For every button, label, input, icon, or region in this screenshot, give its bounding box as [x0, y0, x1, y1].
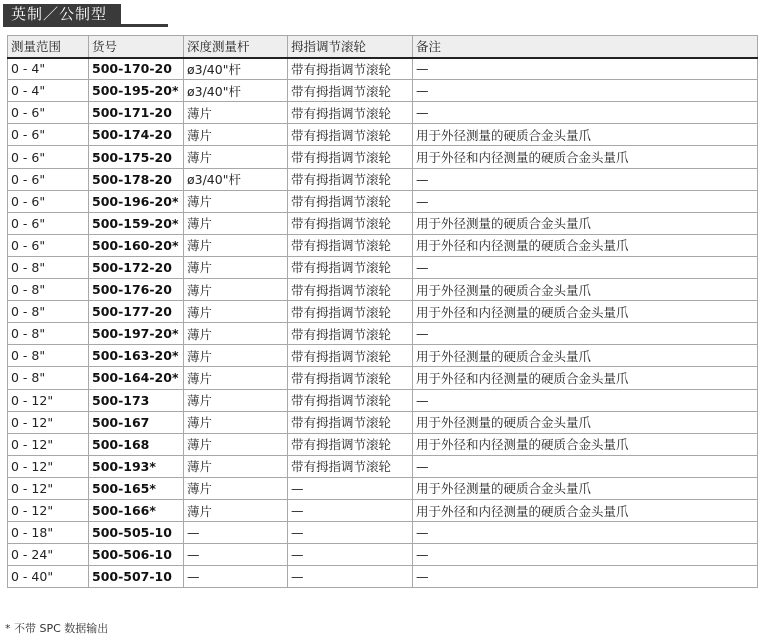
range-cell: 0 - 12"	[8, 411, 89, 433]
part-number-cell: 500-174-20	[89, 124, 184, 146]
part-number-cell: 500-197-20*	[89, 323, 184, 345]
depth-rod-cell: 薄片	[184, 146, 288, 168]
remarks-cell: —	[413, 455, 758, 477]
remarks-cell: 用于外径和内径测量的硬质合金头量爪	[413, 146, 758, 168]
depth-rod-cell: —	[184, 566, 288, 588]
depth-rod-cell: 薄片	[184, 433, 288, 455]
thumb-roller-cell: —	[288, 477, 413, 499]
remarks-cell: —	[413, 190, 758, 212]
thumb-roller-cell: 带有拇指调节滚轮	[288, 102, 413, 124]
table-row	[8, 389, 758, 411]
thumb-roller-cell: —	[288, 499, 413, 521]
range-cell: 0 - 12"	[8, 477, 89, 499]
range-cell: 0 - 24"	[8, 544, 89, 566]
table-row	[8, 345, 758, 367]
col-remarks-header: 备注	[413, 36, 758, 58]
part-number-cell: 500-505-10	[89, 522, 184, 544]
remarks-cell: 用于外径和内径测量的硬质合金头量爪	[413, 367, 758, 389]
range-cell: 0 - 6"	[8, 124, 89, 146]
depth-rod-cell: —	[184, 522, 288, 544]
remarks-cell: —	[413, 58, 758, 80]
header-row	[8, 36, 758, 58]
table-row	[8, 256, 758, 278]
depth-rod-cell: —	[184, 544, 288, 566]
depth-rod-cell: 薄片	[184, 190, 288, 212]
spec-table	[7, 35, 758, 588]
depth-rod-cell: 薄片	[184, 499, 288, 521]
thumb-roller-cell: 带有拇指调节滚轮	[288, 80, 413, 102]
table-row	[8, 323, 758, 345]
col-depth-rod-header: 深度测量杆	[184, 36, 288, 58]
thumb-roller-cell: —	[288, 566, 413, 588]
range-cell: 0 - 8"	[8, 279, 89, 301]
thumb-roller-cell: 带有拇指调节滚轮	[288, 234, 413, 256]
table-row	[8, 433, 758, 455]
col-range-header: 测量范围	[8, 36, 89, 58]
part-number-cell: 500-168	[89, 433, 184, 455]
table-row	[8, 234, 758, 256]
depth-rod-cell: 薄片	[184, 256, 288, 278]
part-number-cell: 500-193*	[89, 455, 184, 477]
thumb-roller-cell: 带有拇指调节滚轮	[288, 323, 413, 345]
part-number-cell: 500-165*	[89, 477, 184, 499]
depth-rod-cell: 薄片	[184, 367, 288, 389]
depth-rod-cell: 薄片	[184, 455, 288, 477]
range-cell: 0 - 8"	[8, 256, 89, 278]
depth-rod-cell: 薄片	[184, 124, 288, 146]
table-body	[8, 58, 758, 588]
range-cell: 0 - 8"	[8, 301, 89, 323]
depth-rod-cell: 薄片	[184, 477, 288, 499]
thumb-roller-cell: 带有拇指调节滚轮	[288, 212, 413, 234]
table-row	[8, 499, 758, 521]
range-cell: 0 - 8"	[8, 367, 89, 389]
table-row	[8, 367, 758, 389]
col-thumb-roller-header: 拇指调节滚轮	[288, 36, 413, 58]
remarks-cell: —	[413, 256, 758, 278]
range-cell: 0 - 6"	[8, 102, 89, 124]
range-cell: 0 - 6"	[8, 190, 89, 212]
part-number-cell: 500-177-20	[89, 301, 184, 323]
table-row	[8, 212, 758, 234]
range-cell: 0 - 12"	[8, 433, 89, 455]
thumb-roller-cell: 带有拇指调节滚轮	[288, 433, 413, 455]
table-row	[8, 58, 758, 80]
depth-rod-cell: 薄片	[184, 345, 288, 367]
remarks-cell: 用于外径和内径测量的硬质合金头量爪	[413, 234, 758, 256]
table-row	[8, 80, 758, 102]
depth-rod-cell: 薄片	[184, 389, 288, 411]
remarks-cell: —	[413, 566, 758, 588]
part-number-cell: 500-167	[89, 411, 184, 433]
part-number-cell: 500-163-20*	[89, 345, 184, 367]
table-row	[8, 477, 758, 499]
depth-rod-cell: ø3/40"杆	[184, 58, 288, 80]
depth-rod-cell: 薄片	[184, 234, 288, 256]
thumb-roller-cell: —	[288, 522, 413, 544]
remarks-cell: —	[413, 323, 758, 345]
range-cell: 0 - 6"	[8, 234, 89, 256]
range-cell: 0 - 18"	[8, 522, 89, 544]
range-cell: 0 - 40"	[8, 566, 89, 588]
thumb-roller-cell: —	[288, 544, 413, 566]
remarks-cell: 用于外径和内径测量的硬质合金头量爪	[413, 499, 758, 521]
table-row	[8, 146, 758, 168]
part-number-cell: 500-178-20	[89, 168, 184, 190]
col-part-number-header: 货号	[89, 36, 184, 58]
table-row	[8, 566, 758, 588]
thumb-roller-cell: 带有拇指调节滚轮	[288, 58, 413, 80]
part-number-cell: 500-171-20	[89, 102, 184, 124]
range-cell: 0 - 8"	[8, 345, 89, 367]
thumb-roller-cell: 带有拇指调节滚轮	[288, 168, 413, 190]
remarks-cell: 用于外径测量的硬质合金头量爪	[413, 411, 758, 433]
part-number-cell: 500-164-20*	[89, 367, 184, 389]
thumb-roller-cell: 带有拇指调节滚轮	[288, 411, 413, 433]
thumb-roller-cell: 带有拇指调节滚轮	[288, 367, 413, 389]
remarks-cell: 用于外径和内径测量的硬质合金头量爪	[413, 433, 758, 455]
depth-rod-cell: 薄片	[184, 102, 288, 124]
table-row	[8, 544, 758, 566]
title-underline	[3, 24, 168, 27]
section-title-bar	[3, 4, 168, 26]
remarks-cell: 用于外径测量的硬质合金头量爪	[413, 477, 758, 499]
part-number-cell: 500-195-20*	[89, 80, 184, 102]
depth-rod-cell: 薄片	[184, 301, 288, 323]
remarks-cell: 用于外径测量的硬质合金头量爪	[413, 124, 758, 146]
part-number-cell: 500-166*	[89, 499, 184, 521]
remarks-cell: 用于外径测量的硬质合金头量爪	[413, 212, 758, 234]
table-row	[8, 522, 758, 544]
table-row	[8, 411, 758, 433]
part-number-cell: 500-176-20	[89, 279, 184, 301]
depth-rod-cell: ø3/40"杆	[184, 80, 288, 102]
depth-rod-cell: 薄片	[184, 279, 288, 301]
depth-rod-cell: 薄片	[184, 323, 288, 345]
thumb-roller-cell: 带有拇指调节滚轮	[288, 455, 413, 477]
part-number-cell: 500-173	[89, 389, 184, 411]
depth-rod-cell: 薄片	[184, 411, 288, 433]
part-number-cell: 500-170-20	[89, 58, 184, 80]
range-cell: 0 - 4"	[8, 80, 89, 102]
remarks-cell: 用于外径测量的硬质合金头量爪	[413, 345, 758, 367]
part-number-cell: 500-172-20	[89, 256, 184, 278]
remarks-cell: —	[413, 102, 758, 124]
thumb-roller-cell: 带有拇指调节滚轮	[288, 124, 413, 146]
range-cell: 0 - 12"	[8, 389, 89, 411]
thumb-roller-cell: 带有拇指调节滚轮	[288, 146, 413, 168]
footnote: * 不带 SPC 数据输出	[5, 622, 109, 635]
table-row	[8, 190, 758, 212]
thumb-roller-cell: 带有拇指调节滚轮	[288, 301, 413, 323]
table-row	[8, 124, 758, 146]
table-row	[8, 301, 758, 323]
section-title: 英制／公制型	[3, 4, 121, 24]
part-number-cell: 500-196-20*	[89, 190, 184, 212]
range-cell: 0 - 4"	[8, 58, 89, 80]
part-number-cell: 500-160-20*	[89, 234, 184, 256]
table-row	[8, 102, 758, 124]
table-row	[8, 168, 758, 190]
remarks-cell: 用于外径和内径测量的硬质合金头量爪	[413, 301, 758, 323]
range-cell: 0 - 6"	[8, 146, 89, 168]
part-number-cell: 500-175-20	[89, 146, 184, 168]
part-number-cell: 500-506-10	[89, 544, 184, 566]
thumb-roller-cell: 带有拇指调节滚轮	[288, 389, 413, 411]
part-number-cell: 500-507-10	[89, 566, 184, 588]
remarks-cell: —	[413, 544, 758, 566]
range-cell: 0 - 6"	[8, 212, 89, 234]
thumb-roller-cell: 带有拇指调节滚轮	[288, 256, 413, 278]
part-number-cell: 500-159-20*	[89, 212, 184, 234]
remarks-cell: —	[413, 389, 758, 411]
depth-rod-cell: ø3/40"杆	[184, 168, 288, 190]
thumb-roller-cell: 带有拇指调节滚轮	[288, 345, 413, 367]
range-cell: 0 - 12"	[8, 499, 89, 521]
range-cell: 0 - 8"	[8, 323, 89, 345]
thumb-roller-cell: 带有拇指调节滚轮	[288, 279, 413, 301]
range-cell: 0 - 12"	[8, 455, 89, 477]
table-row	[8, 455, 758, 477]
remarks-cell: 用于外径测量的硬质合金头量爪	[413, 279, 758, 301]
remarks-cell: —	[413, 522, 758, 544]
remarks-cell: —	[413, 80, 758, 102]
range-cell: 0 - 6"	[8, 168, 89, 190]
table-row	[8, 279, 758, 301]
remarks-cell: —	[413, 168, 758, 190]
thumb-roller-cell: 带有拇指调节滚轮	[288, 190, 413, 212]
depth-rod-cell: 薄片	[184, 212, 288, 234]
